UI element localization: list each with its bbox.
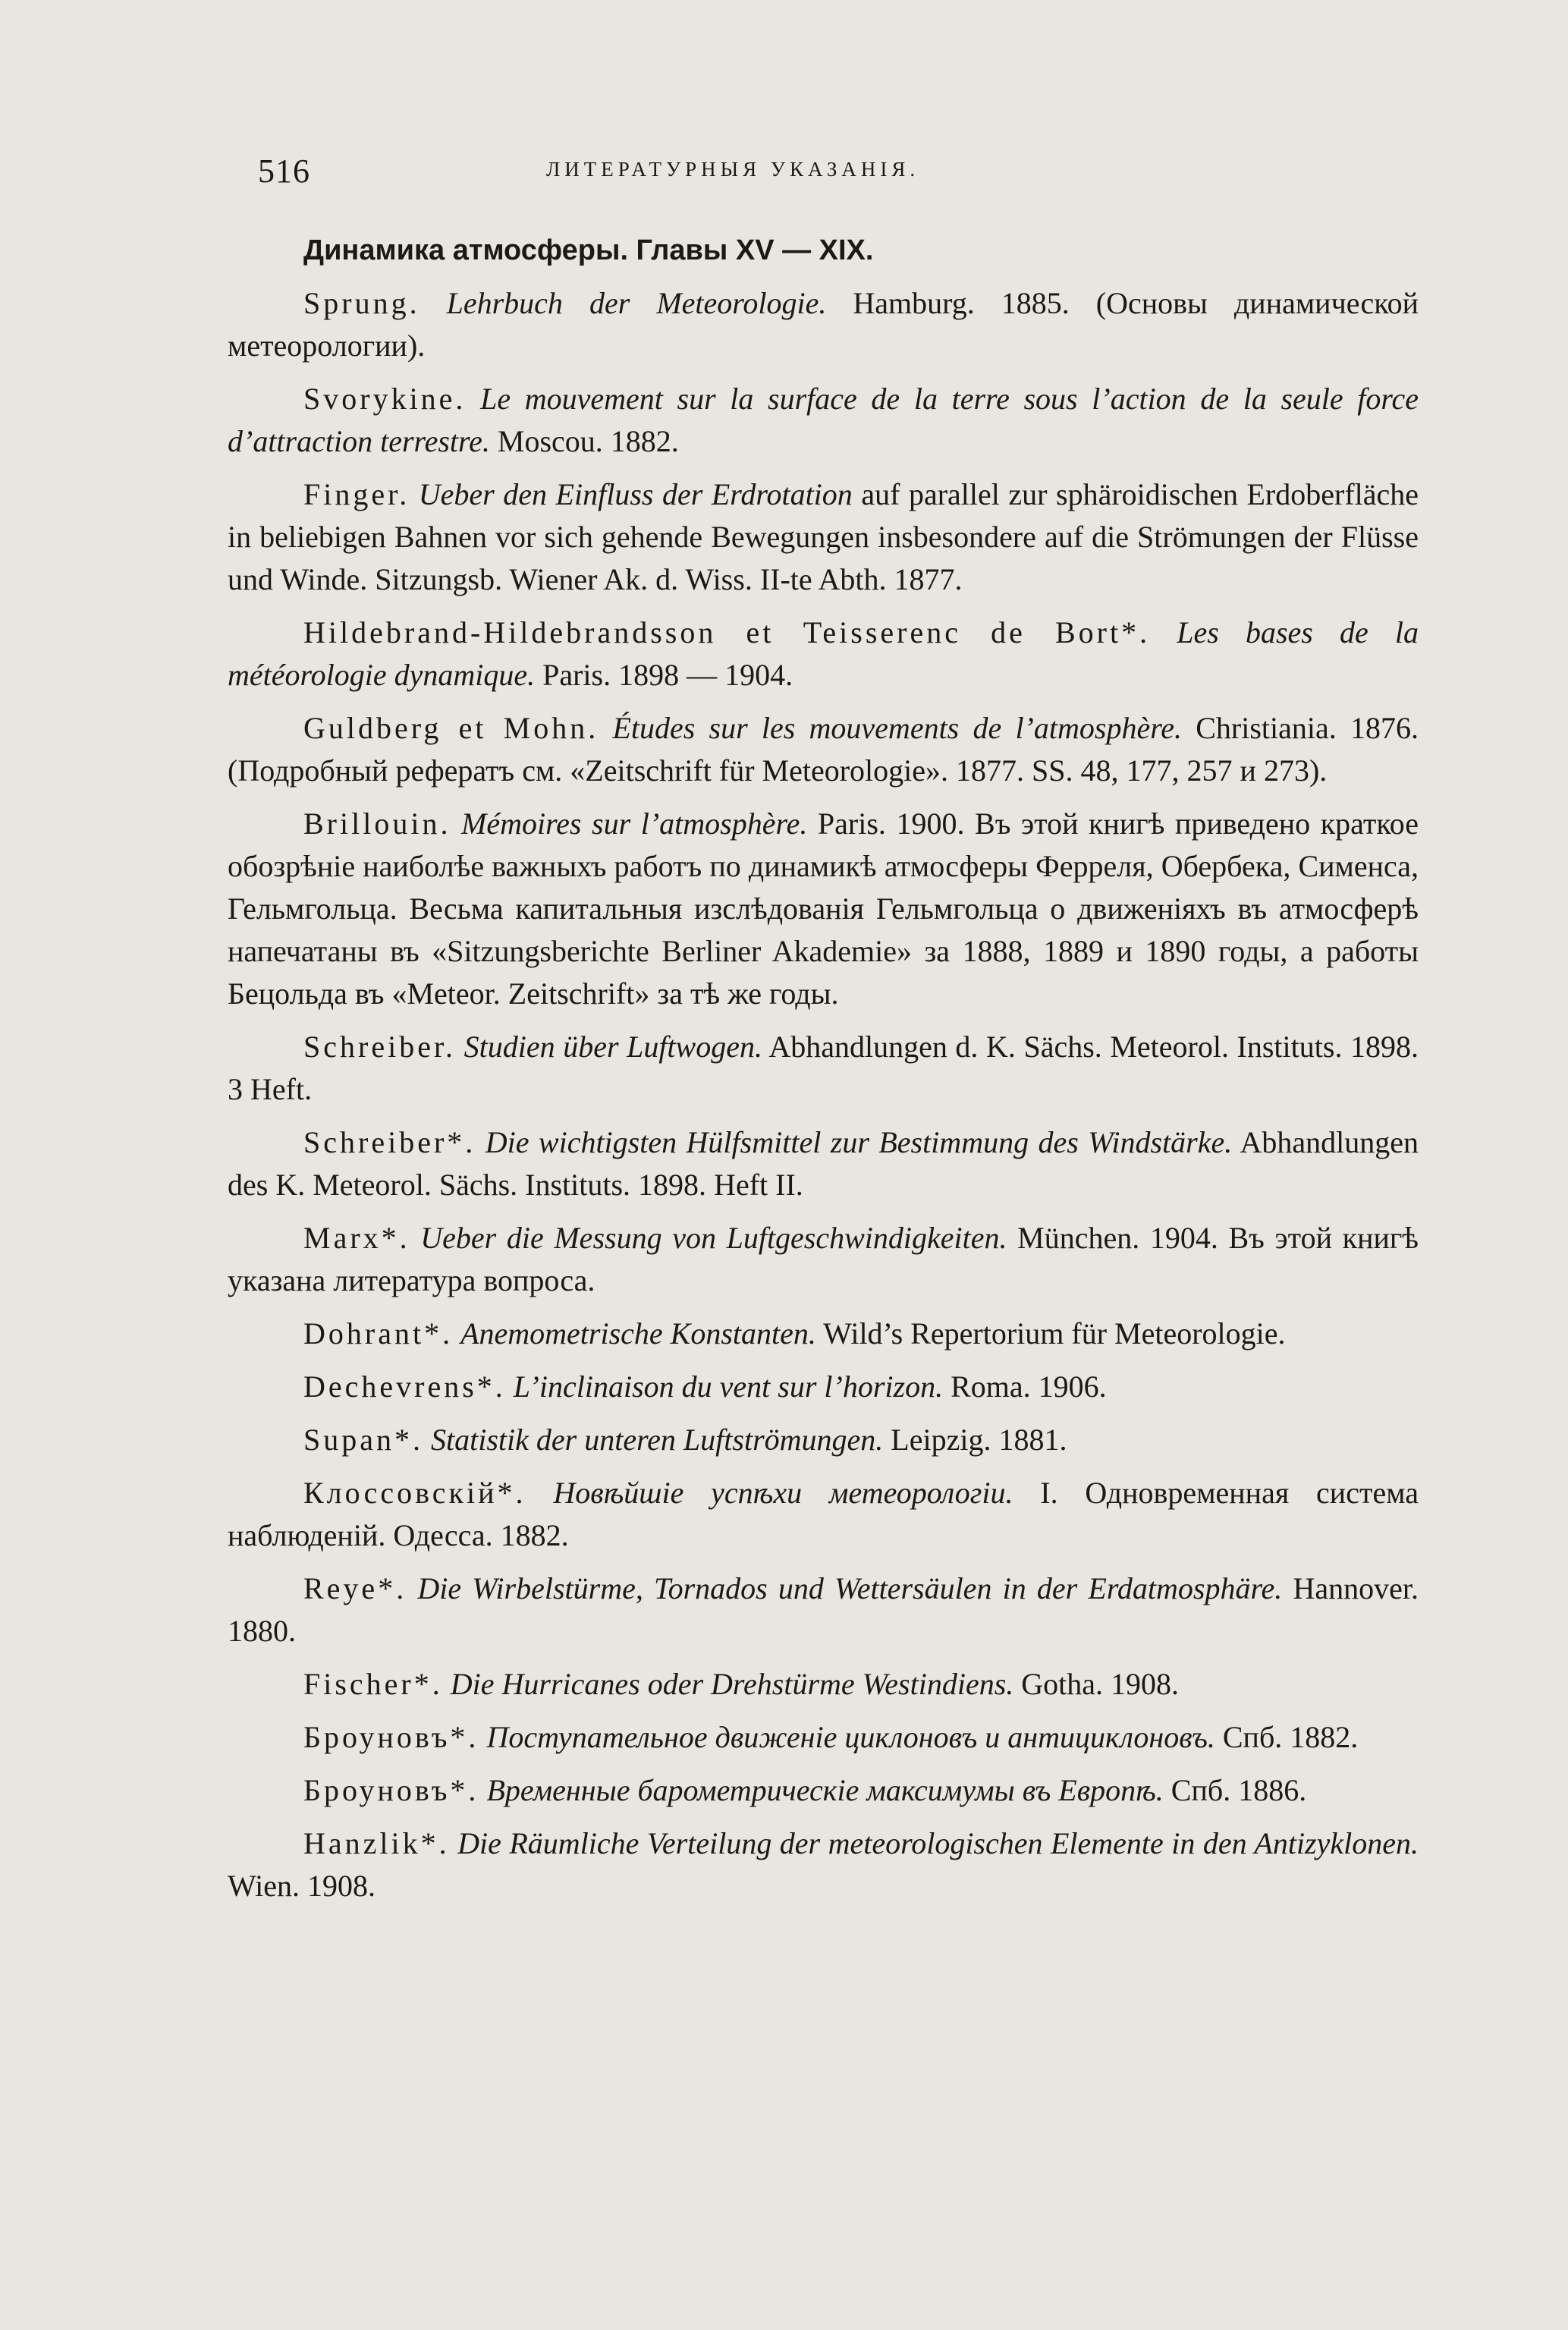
entry-title: Die Hurricanes oder Drehstürme Westindiens. bbox=[450, 1667, 1014, 1701]
entry-title: Ueber die Messung von Luftgeschwindigkeiten. bbox=[420, 1221, 1007, 1255]
entry-details: I. Одновременная система наблюденій. Одесса. 1882. bbox=[228, 1476, 1419, 1552]
entry-details: Roma. 1906. bbox=[951, 1369, 1107, 1404]
entry-title: Новѣйшіе успѣхи метеорологіи. bbox=[553, 1476, 1013, 1510]
bibliography-entry bbox=[228, 803, 1419, 1015]
bibliography-entry bbox=[228, 1121, 1419, 1206]
bibliography-entry bbox=[228, 1366, 1419, 1408]
entry-title: Поступательное движеніе циклоновъ и антициклоновъ. bbox=[486, 1720, 1215, 1754]
entry-title: Le mouvement sur la surface de la terre sous l’action de la seule force d’attraction terrestre. bbox=[228, 382, 1419, 458]
entry-details: Wild’s Repertorium für Meteorologie. bbox=[823, 1316, 1286, 1351]
page-body bbox=[228, 228, 1419, 1918]
entry-title: Studien über Luftwogen. bbox=[463, 1030, 762, 1064]
bibliography-entry bbox=[228, 1769, 1419, 1812]
entry-author: Sprung. bbox=[303, 286, 420, 320]
entry-title: Études sur les mouvements de l’atmosphère. bbox=[612, 711, 1183, 745]
entry-title: Ueber den Einfluss der Erdrotation bbox=[418, 477, 853, 511]
entry-title: Временные барометрическіе максимумы въ Европѣ. bbox=[486, 1773, 1164, 1807]
bibliography-entry bbox=[228, 1313, 1419, 1355]
entry-author: Guldberg et Mohn. bbox=[303, 711, 599, 745]
entry-title: Die wichtigsten Hülfsmittel zur Bestimmung des Windstärke. bbox=[485, 1125, 1233, 1159]
entry-details: Спб. 1882. bbox=[1222, 1720, 1359, 1754]
bibliography-entry bbox=[228, 707, 1419, 792]
entry-author: Schreiber*. bbox=[303, 1125, 476, 1159]
entry-details: Abhandlungen des K. Meteorol. Sächs. Instituts. 1898. Heft II. bbox=[228, 1125, 1419, 1202]
bibliography-entry bbox=[228, 1026, 1419, 1111]
entry-author: Schreiber. bbox=[303, 1030, 457, 1064]
entry-details: Hamburg. 1885. (Основы динамической метеорологии). bbox=[228, 286, 1419, 363]
entry-details: Спб. 1886. bbox=[1171, 1773, 1307, 1807]
entry-details: Moscou. 1882. bbox=[497, 424, 679, 458]
entry-details: Christiania. 1876. (Подробный рефератъ см. «Zeitschrift für Meteorologie». 1877. SS. 48, 177, 257 и 273). bbox=[228, 711, 1419, 788]
entry-details: Gotha. 1908. bbox=[1021, 1667, 1180, 1701]
entry-details: Hannover. 1880. bbox=[228, 1571, 1419, 1648]
bibliography-entry bbox=[228, 282, 1419, 367]
bibliography-entry bbox=[228, 1663, 1419, 1706]
entry-details: Paris. 1900. Въ этой книгѣ приведено краткое обозрѣніе наиболѣе важныхъ работъ по динамикѣ атмосферы Ферреля, Обербека, Сименса, Гельмгольца. Весьма капитальныя изслѣдованія Гельмгольца о движеніяхъ въ атмосферѣ напечатаны въ «Sitzungsberichte Berliner Akademie» за 1888, 1889 и 1890 годы, а работы Бецольда въ «Meteor. Zeitschrift» за тѣ же годы. bbox=[228, 807, 1419, 1011]
bibliography-entry bbox=[228, 1567, 1419, 1652]
entry-author: Fischer*. bbox=[303, 1667, 443, 1701]
entry-author: Dechevrens*. bbox=[303, 1369, 506, 1404]
entry-title: Lehrbuch der Meteorologie. bbox=[446, 286, 827, 320]
entry-details: Abhandlungen d. K. Sächs. Meteorol. Instituts. 1898. 3 Heft. bbox=[228, 1030, 1419, 1106]
bibliography-entry bbox=[228, 1822, 1419, 1907]
entry-author: Finger. bbox=[303, 477, 410, 511]
bibliography-entry bbox=[228, 1716, 1419, 1759]
entry-title: L’inclinaison du vent sur l’horizon. bbox=[513, 1369, 944, 1404]
entry-author: Клоссовскій*. bbox=[303, 1476, 526, 1510]
running-head: ЛИТЕРАТУРНЫЯ УКАЗАНІЯ. bbox=[546, 158, 920, 181]
entry-author: Supan*. bbox=[303, 1423, 423, 1457]
entry-details: auf parallel zur sphäroidischen Erdoberfläche in beliebigen Bahnen vor sich gehende Bewegungen insbesondere auf die Strömungen der Flüsse und Winde. Sitzungsb. Wiener Ak. d. Wiss. II-te Abth. 1877. bbox=[228, 477, 1419, 596]
bibliography-entry bbox=[228, 1419, 1419, 1461]
page-number: 516 bbox=[258, 153, 310, 190]
entry-title: Mémoires sur l’atmosphère. bbox=[461, 807, 808, 841]
entry-author: Dohrant*. bbox=[303, 1316, 454, 1351]
entry-author: Reye*. bbox=[303, 1571, 407, 1605]
entry-author: Броуновъ*. bbox=[303, 1720, 479, 1754]
entry-title: Anemometrische Konstanten. bbox=[460, 1316, 816, 1351]
bibliography-entry bbox=[228, 378, 1419, 463]
entry-details: Leipzig. 1881. bbox=[891, 1423, 1067, 1457]
entry-details: München. 1904. Въ этой книгѣ указана литература вопроса. bbox=[228, 1221, 1419, 1297]
bibliography-entry bbox=[228, 612, 1419, 696]
entry-details: Paris. 1898 — 1904. bbox=[542, 658, 793, 692]
entry-title: Die Wirbelstürme, Tornados und Wettersäulen in der Erdatmosphäre. bbox=[417, 1571, 1283, 1605]
entry-author: Svorykine. bbox=[303, 382, 467, 416]
bibliography-entry bbox=[228, 1472, 1419, 1557]
entry-title: Statistik der unteren Luftströmungen. bbox=[431, 1423, 884, 1457]
entry-details: Wien. 1908. bbox=[228, 1869, 376, 1903]
section-title: Динамика атмосферы. Главы XV — XIX. bbox=[303, 234, 874, 266]
entry-title: Les bases de la météorologie dynamique. bbox=[228, 615, 1419, 692]
bibliography-entry bbox=[228, 1217, 1419, 1302]
bibliography-entry bbox=[228, 473, 1419, 601]
page-header bbox=[258, 152, 1419, 205]
entry-author: Marx*. bbox=[303, 1221, 410, 1255]
entry-author: Hanzlik*. bbox=[303, 1826, 450, 1860]
entry-author: Brillouin. bbox=[303, 807, 451, 841]
entry-author: Hildebrand-Hildebrandsson et Teisserenc de Bort*. bbox=[303, 615, 1151, 649]
entry-title: Die Räumliche Verteilung der meteorologischen Elemente in den Antizyklonen. bbox=[457, 1826, 1419, 1860]
entry-author: Броуновъ*. bbox=[303, 1773, 479, 1807]
